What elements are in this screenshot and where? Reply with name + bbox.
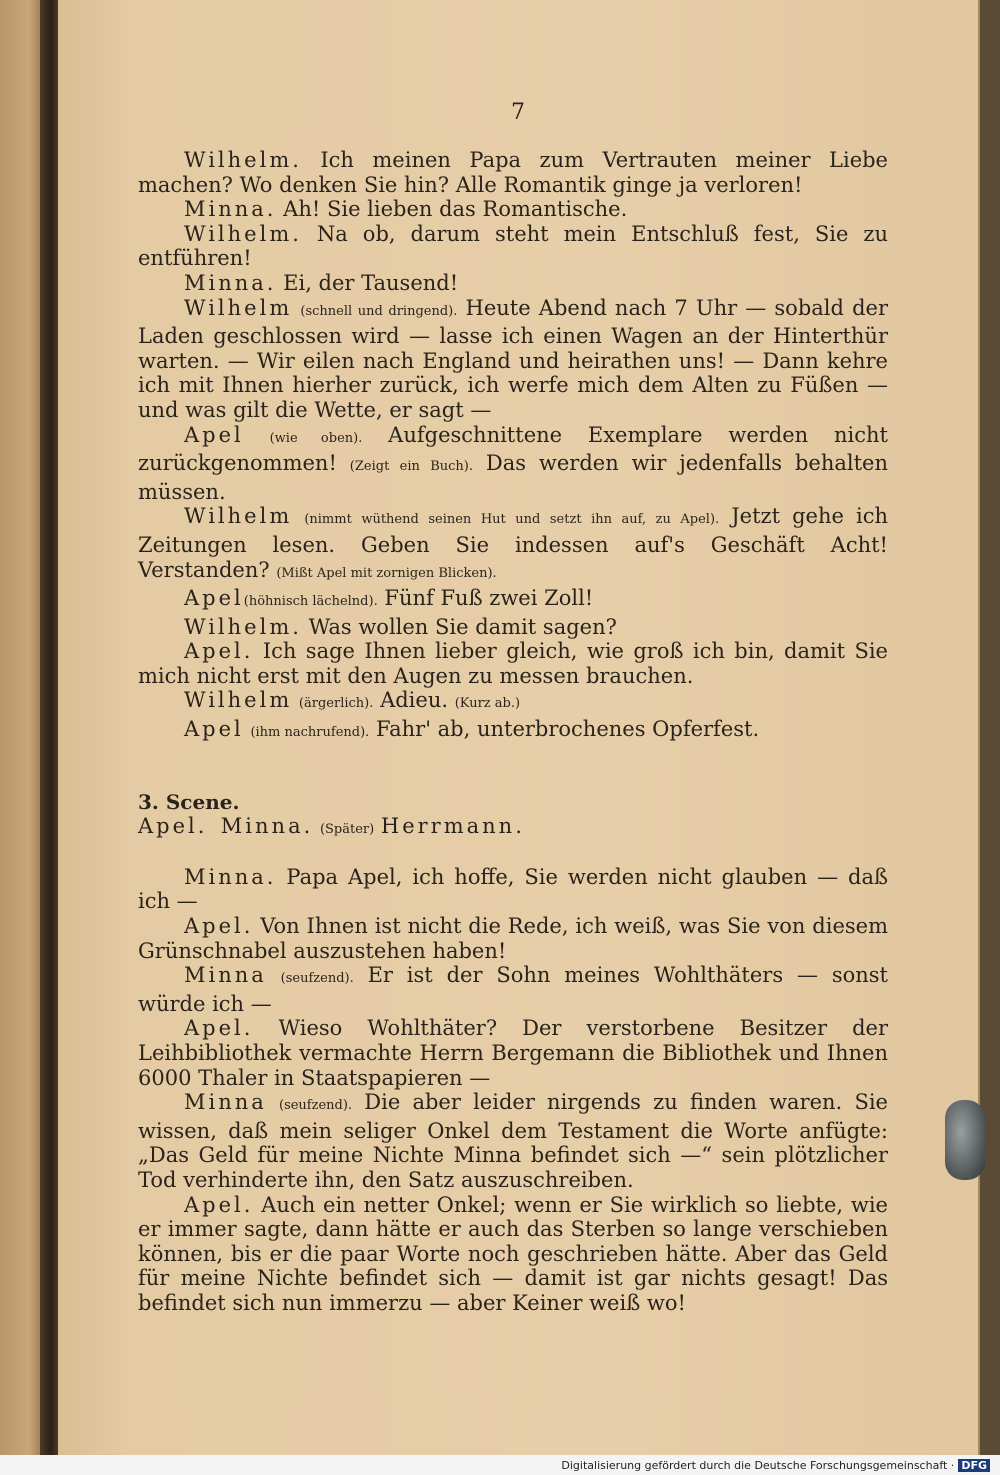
paragraph [138,1016,888,1090]
stage-direction: (ihm nachrufend). [250,725,370,741]
scene-heading: 3. Scene. [138,789,240,814]
stage-direction: (ärgerlich). [298,696,374,712]
dialogue: Jetzt gehe ich Zeitungen lesen. Geben Sie indessen auf's Geschäft Acht! Verstanden? [138,504,888,582]
speaker: Apel. [184,914,254,939]
dialogue: Das werden wir jedenfalls behalten müssen. [138,451,888,504]
speaker: Apel [184,422,244,447]
dialogue: Na ob, darum steht mein Entschluß fest, Sie zu entführen! [138,221,888,271]
cast-member: Herrmann. [380,814,525,839]
dialogue: Die aber leider nirgends zu finden waren. Sie wissen, daß mein seliger Onkel dem Testament die Worte anfügte: „Das Geld für meine Nichte Minna befindet sich —“ sein plötzlicher Tod verhinderte ihn, den Satz auszuschreiben. [138,1090,888,1192]
paragraph [138,639,888,688]
paragraph [138,271,888,296]
stage-direction: (Kurz ab.) [454,696,521,712]
section-gap [138,746,888,790]
speaker: Minna. [184,864,277,889]
paragraph [138,423,888,505]
footer-bar [0,1455,1000,1475]
dialogue: Fünf Fuß zwei Zoll! [384,586,594,611]
speaker: Wilhelm [184,295,293,320]
book-page [58,0,980,1455]
speaker: Wilhelm. [184,221,302,246]
paragraph [138,914,888,963]
cast-member: Minna. [220,814,314,839]
stage-direction: (wie oben). [269,430,363,446]
dialogue: Aufgeschnittene Exemplare werden nicht zurückgenommen! [138,422,888,476]
dialogue: Auch ein netter Onkel; wenn er Sie wirklich so liebte, wie er immer sagte, dann hätte er auch das Sterben so lange verschieben können, bis er die paar Worte noch geschrieben hätte. Aber das Geld für meine Nichte befindet sich — damit ist gar nichts gesagt! Das befindet sich nun immerzu — aber Keiner weiß wo! [138,1192,888,1315]
speaker: Wilhelm. [184,614,302,639]
page-text [138,148,888,1316]
paragraph [138,963,888,1016]
scene-cast [138,814,888,843]
paragraph [138,688,888,717]
speaker: Wilhelm [184,688,293,713]
page-number: 7 [511,100,525,125]
footer-text: Digitalisierung gefördert durch die Deutsche Forschungsgemeinschaft · [561,1459,955,1472]
speaker: Apel. [184,1016,254,1041]
stage-direction: (seufzend). [280,971,354,987]
speaker: Apel. [184,639,254,664]
paragraph [138,148,888,197]
stage-direction: (Mißt Apel mit zornigen Blicken). [276,565,497,581]
speaker: Minna. [184,270,277,295]
paragraph [138,197,888,222]
dialogue: Ei, der Tausend! [283,270,459,295]
stage-direction: (Zeigt ein Buch). [349,459,473,475]
dialogue: Er ist der Sohn meines Wohlthäters — sonst würde ich — [138,963,888,1016]
dfg-logo: DFG [958,1459,990,1472]
speaker: Minna [184,1090,267,1115]
dialogue: Von Ihnen ist nicht die Rede, ich weiß, was Sie von diesem Grünschnabel auszustehen haben! [138,914,888,963]
dialogue: Wieso Wohlthäter? Der verstorbene Besitzer der Leihbibliothek vermachte Herrn Bergemann die Bibliothek und Ihnen 6000 Thaler in Staatspapieren — [138,1016,888,1090]
paragraph [138,504,888,586]
stage-direction: (nimmt wüthend seinen Hut und setzt ihn auf, zu Apel). [304,512,720,528]
dialogue: Was wollen Sie damit sagen? [308,614,617,639]
paragraph [138,717,888,746]
stage-direction: (höhnisch lächelnd). [243,594,378,610]
binder-clip [945,1100,985,1180]
dialogue: Papa Apel, ich hoffe, Sie werden nicht glauben — daß ich — [138,864,888,914]
speaker: Wilhelm [184,504,293,529]
speaker: Apel [184,717,244,742]
paragraph [138,615,888,640]
speaker: Apel. [184,1192,254,1217]
dialogue: Ah! Sie lieben das Romantische. [283,197,628,222]
speaker: Apel [184,586,244,611]
dialogue: Fahr' ab, unterbrochenes Opferfest. [375,717,760,742]
paragraph [138,586,888,615]
paragraph [138,296,888,423]
paragraph [138,1090,888,1192]
paragraph [138,1193,888,1316]
dialogue: Ich sage Ihnen lieber gleich, wie groß ich bin, damit Sie mich nicht erst mit den Augen zu messen brauchen. [138,639,888,688]
speaker: Minna [184,963,267,988]
stage-direction: (schnell und dringend). [300,303,458,319]
cast-member: Apel. [138,814,208,839]
dialogue: Heute Abend nach 7 Uhr — sobald der Laden geschlossen wird — lasse ich einen Wagen an der Hinterthür warten. — Wir eilen nach England und heirathen uns! — Dann kehre ich mit Ihnen hierher zurück, ich werfe mich dem Alten zu Füßen — und was gilt die Wette, er sagt — [138,295,888,422]
dialogue: Ich meinen Papa zum Vertrauten meiner Liebe machen? Wo denken Sie hin? Alle Romantik ginge ja verloren! [138,148,888,197]
speaker: Minna. [184,197,277,222]
stage-direction: (Später) [319,822,375,838]
paragraph [138,865,888,914]
speaker: Wilhelm. [184,148,302,172]
dialogue: Adieu. [380,688,449,713]
stage-direction: (seufzend). [279,1098,353,1114]
paragraph [138,222,888,271]
